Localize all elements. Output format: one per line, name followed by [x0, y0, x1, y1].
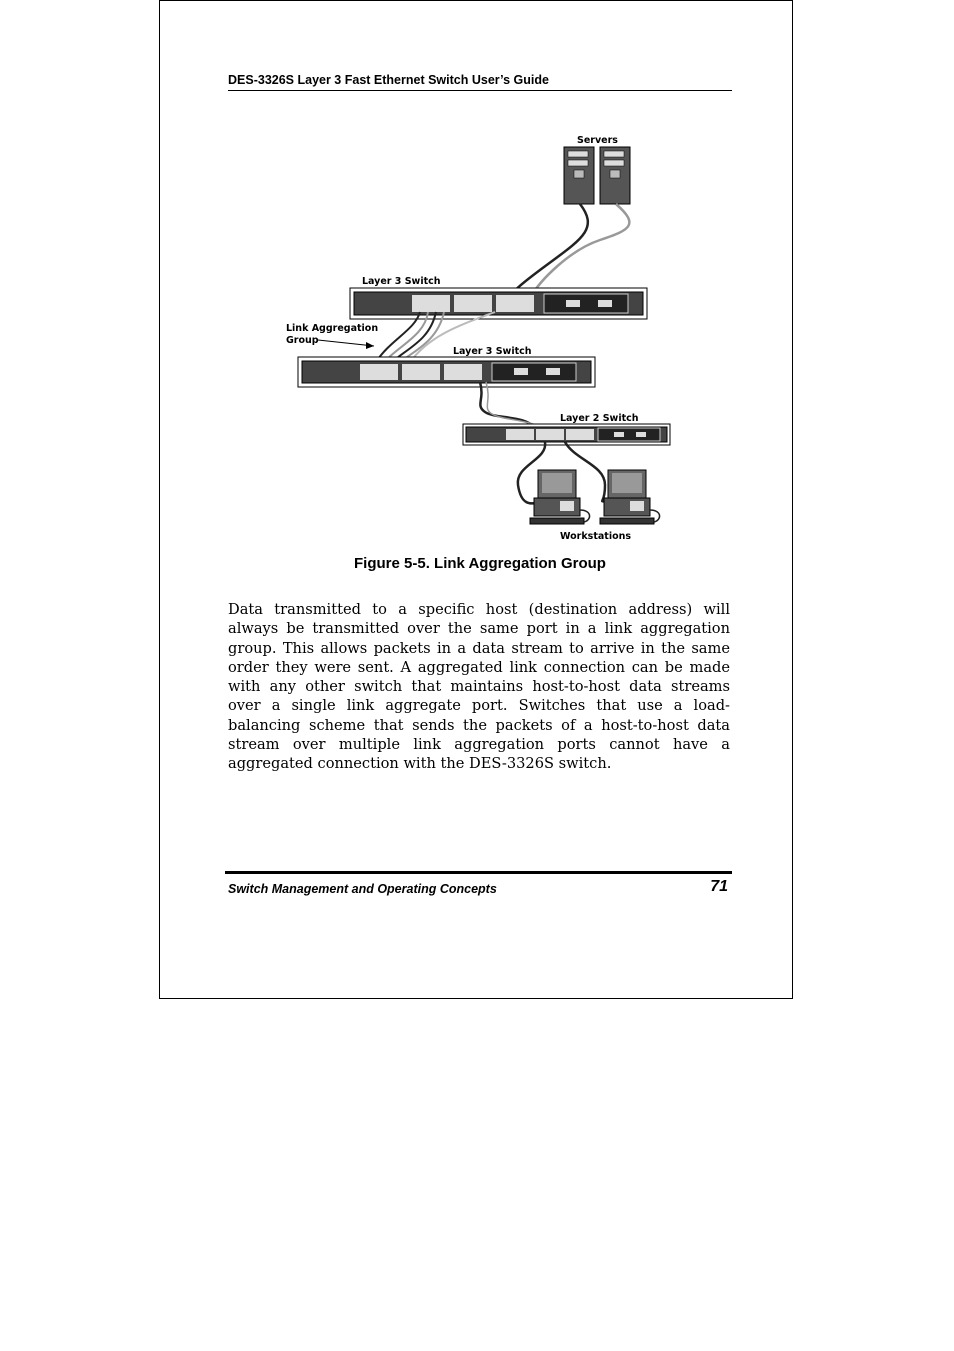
figure-caption: Figure 5-5. Link Aggregation Group — [354, 555, 606, 572]
layer2-switch-label: Layer 2 Switch — [560, 413, 639, 424]
layer3-switch-middle-label: Layer 3 Switch — [453, 346, 532, 357]
pointer-arrow — [318, 340, 374, 346]
workstation-icon — [530, 470, 584, 524]
cable — [486, 382, 542, 428]
layer2-switch — [463, 424, 670, 445]
footer-section-title: Switch Management and Operating Concepts — [228, 882, 497, 896]
layer3-switch-middle — [298, 357, 595, 387]
network-diagram — [280, 130, 680, 545]
footer-rule — [225, 871, 732, 874]
layer3-switch-top — [350, 288, 647, 319]
workstation-icon — [600, 470, 654, 524]
server-icon — [564, 147, 594, 204]
arrowhead-icon — [366, 342, 374, 349]
running-header: DES-3326S Layer 3 Fast Ethernet Switch User’s Guide — [228, 73, 732, 91]
server-icon — [600, 147, 630, 204]
layer3-switch-top-label: Layer 3 Switch — [362, 276, 441, 287]
workstations-label: Workstations — [560, 531, 632, 542]
lag-label-line1: Link Aggregation — [286, 323, 379, 334]
cable — [530, 204, 629, 298]
body-paragraph: Data transmitted to a specific host (destination address) will always be transmitted over the same port in a link aggregation group. This allows packets in a data stream to arrive in the same order they were sent. A aggregated link connection can be made with any other switch that maintains host-to-host data streams over a single link aggregate port. Switches that use a load-balancing scheme that sends the packets of a host-to-host data stream over multiple link aggregation ports cannot have a aggregated connection with the DES-3326S switch. — [228, 601, 730, 773]
lag-label-line2: Group — [286, 335, 319, 346]
page-number: 71 — [710, 878, 728, 895]
servers-label: Servers — [577, 135, 618, 146]
